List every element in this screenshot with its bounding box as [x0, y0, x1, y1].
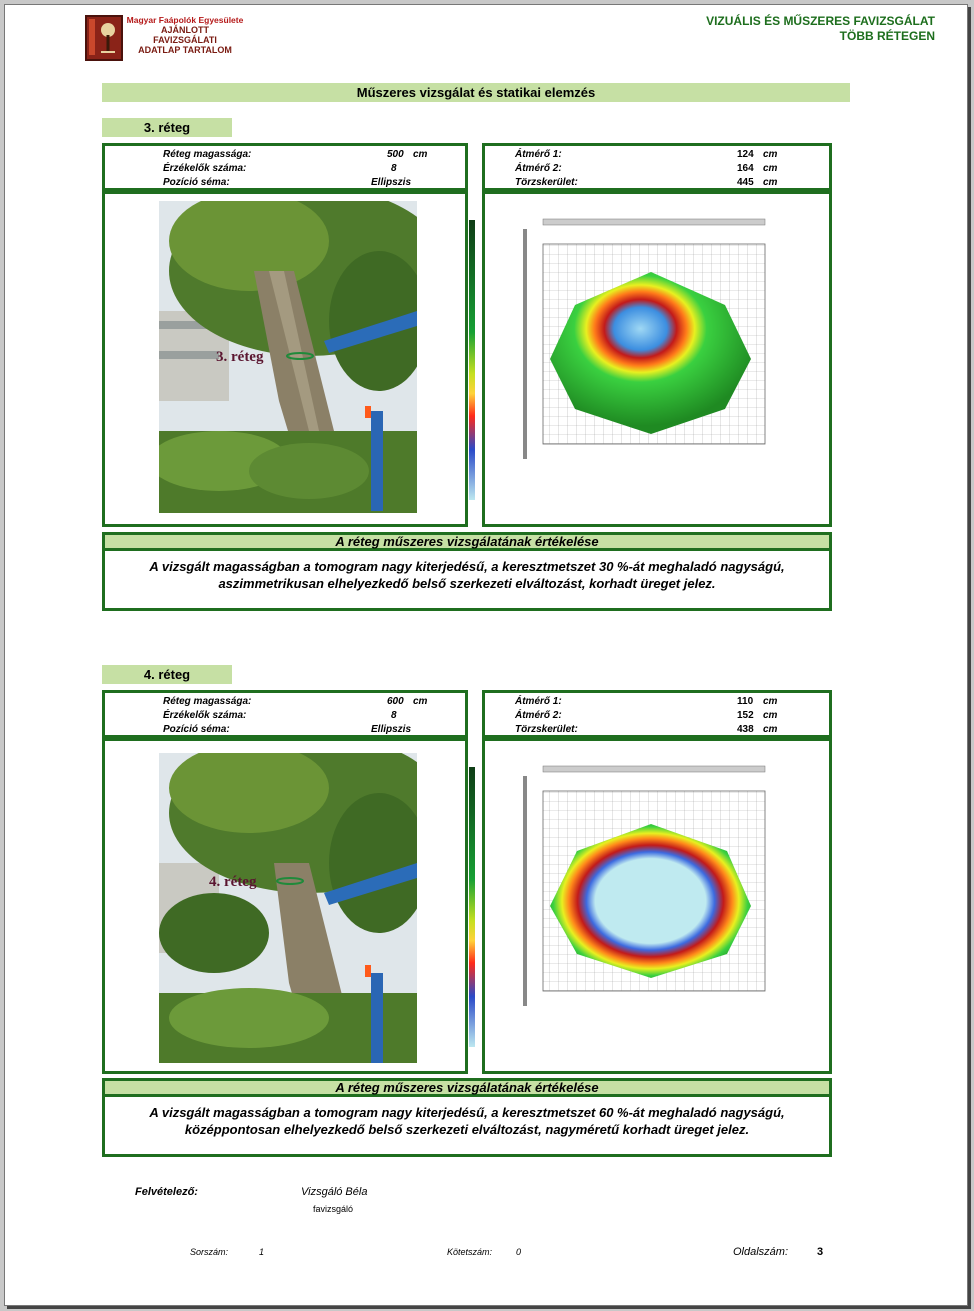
layer-3-eval-text: A vizsgált magasságban a tomogram nagy kiterjedésű, a keresztmetszet 30 %-át meghaladó nagyságú, aszimmetrikusan elhelyezkedő belső szerkezeti elváltozást, korhadt üreget jelez.	[102, 551, 832, 611]
layer-marker-icon	[285, 352, 315, 360]
logo-line-4: ADATLAP TARTALOM	[138, 45, 232, 55]
layer-3-title: 3. réteg	[102, 118, 232, 137]
layer-4-info-left: Réteg magassága: 600 cm Érzékelők száma: 8 Pozíció séma: Ellipszis	[102, 690, 468, 738]
height-unit: cm	[413, 149, 428, 160]
diameter-2-label: Átmérő 2:	[515, 163, 562, 174]
logo-line-3: FAVIZSGÁLATI	[153, 35, 217, 45]
volume-value: 0	[516, 1247, 522, 1257]
serial-value: 1	[259, 1247, 265, 1257]
layer-4-eval-header: A réteg műszeres vizsgálatának értékelése	[102, 1078, 832, 1097]
layer-3-info-left	[102, 143, 468, 191]
page-number-value: 3	[817, 1246, 824, 1258]
color-scale-bar	[469, 220, 475, 500]
layer-3-info-right: Átmérő 1: 124 cm Átmérő 2: 164 cm Törzskerület: 445 cm	[482, 143, 832, 191]
recorder-name: Vizsgáló Béla	[301, 1186, 368, 1198]
layer-3-photo-label: 3. réteg	[216, 349, 264, 365]
diameter-1-value: 124	[737, 149, 754, 160]
position-value: Ellipszis	[371, 724, 412, 735]
serial-label: Sorszám:	[190, 1247, 229, 1257]
position-label: Pozíció séma:	[163, 177, 230, 188]
layer-4-info-right: Átmérő 1: 110 cm Átmérő 2: 152 cm Törzskerület: 438 cm	[482, 690, 832, 738]
page-number-label: Oldalszám:	[733, 1246, 789, 1258]
layer-4-photo-label: 4. réteg	[209, 874, 257, 890]
recorder-label: Felvételező:	[135, 1186, 198, 1198]
organization-logo	[85, 15, 245, 63]
layer-4-tree-photo	[159, 753, 417, 1063]
document-page	[4, 4, 968, 1306]
layer-4-tomogram-frame	[482, 738, 832, 1074]
layer-3-tomogram	[495, 209, 825, 499]
diameter-2-value: 164	[737, 163, 754, 174]
color-scale-bar	[469, 767, 475, 1047]
sensors-value: 8	[391, 163, 397, 174]
diameter-2-value: 152	[737, 710, 754, 721]
layer-4-eval-text: A vizsgált magasságban a tomogram nagy kiterjedésű, a keresztmetszet 60 %-át meghaladó nagyságú, középpontosan elhelyezkedő belső szerkezeti elváltozást, nagyméretű korhadt üreget jelez.	[102, 1097, 832, 1157]
circumference-value: 445	[737, 177, 754, 188]
layer-4-tomogram	[495, 756, 825, 1046]
circumference-label: Törzskerület:	[515, 177, 578, 188]
layer-4-title: 4. réteg	[102, 665, 232, 684]
logo-emblem	[85, 15, 123, 61]
logo-line-2: AJÁNLOTT	[161, 25, 209, 35]
layer-3-photo-frame	[102, 191, 468, 527]
document-header-title: VIZUÁLIS ÉS MŰSZERES FAVIZSGÁLAT TÖBB RÉTEGEN	[706, 14, 935, 43]
tree-icon	[99, 22, 117, 54]
sensors-value: 8	[391, 710, 397, 721]
sensors-label: Érzékelők száma:	[163, 163, 247, 174]
layer-3-eval-header: A réteg műszeres vizsgálatának értékelése	[102, 532, 832, 551]
section-title: Műszeres vizsgálat és statikai elemzés	[102, 83, 850, 102]
layer-4-photo-frame	[102, 738, 468, 1074]
logo-org-name: Magyar Faápolók Egyesülete	[126, 15, 244, 25]
volume-label: Kötetszám:	[447, 1247, 493, 1257]
layer-3-tomogram-frame	[482, 191, 832, 527]
height-value: 600	[387, 696, 404, 707]
diameter-1-value: 110	[737, 696, 754, 707]
circumference-value: 438	[737, 724, 754, 735]
recorder-role: favizsgáló	[313, 1204, 354, 1214]
layer-marker-icon	[275, 877, 305, 885]
position-value: Ellipszis	[371, 177, 412, 188]
height-label: Réteg magassága:	[163, 149, 252, 160]
diameter-1-label: Átmérő 1:	[515, 149, 562, 160]
height-value: 500	[387, 149, 404, 160]
